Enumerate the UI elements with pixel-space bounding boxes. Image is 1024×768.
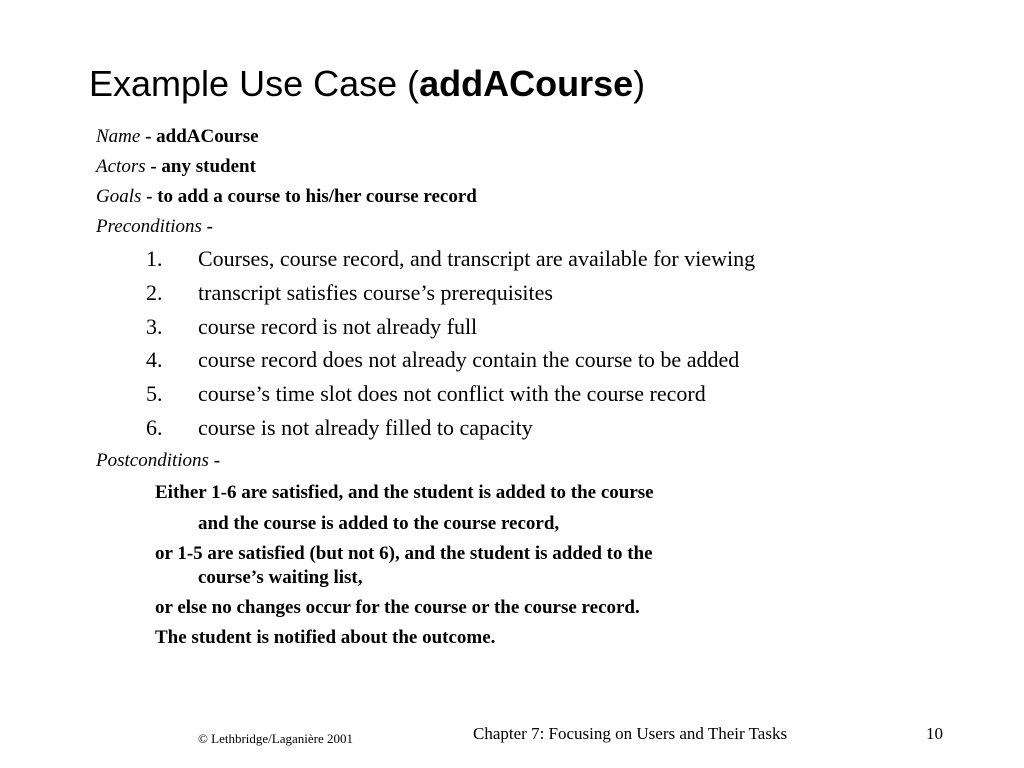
precondition-number: 4. <box>146 347 163 372</box>
postcondition-line: and the course is added to the course record, <box>198 513 560 534</box>
precondition-item <box>146 347 739 373</box>
precondition-number: 6. <box>146 415 163 440</box>
postcondition-line: Either 1-6 are satisfied, and the student is added to the course <box>155 482 654 503</box>
precondition-item <box>146 246 755 272</box>
postcondition-line: course’s waiting list, <box>198 567 363 588</box>
goals-label: Goals <box>96 186 142 207</box>
precondition-item <box>146 415 533 441</box>
goals-field <box>96 186 477 208</box>
page-number: 10 <box>926 724 943 743</box>
actors-label: Actors <box>96 156 146 177</box>
precondition-text: course record is not already full <box>198 314 478 339</box>
precondition-item <box>146 280 553 306</box>
postcondition-line: or else no changes occur for the course or the course record. <box>155 597 640 618</box>
footer-chapter: Chapter 7: Focusing on Users and Their Tasks <box>473 724 788 743</box>
name-label: Name <box>96 126 141 147</box>
precondition-number: 2. <box>146 280 163 305</box>
precondition-number: 3. <box>146 314 163 339</box>
preconditions-label: Preconditions <box>96 216 202 237</box>
postconditions-dash: - <box>208 450 221 471</box>
title-prefix: Example Use Case ( <box>89 63 420 104</box>
precondition-number: 5. <box>146 381 163 406</box>
precondition-text: course’s time slot does not conflict with the course record <box>198 381 706 406</box>
postcondition-line: or 1-5 are satisfied (but not 6), and the student is added to the <box>155 543 653 564</box>
precondition-item <box>146 381 706 407</box>
precondition-text: Courses, course record, and transcript are available for viewing <box>198 246 756 271</box>
title-bold: addACourse <box>419 63 634 104</box>
precondition-number: 1. <box>146 246 163 271</box>
precondition-item <box>146 314 477 340</box>
postconditions-heading <box>96 450 220 472</box>
precondition-text: course record does not already contain the course to be added <box>198 347 740 372</box>
name-field <box>96 126 259 148</box>
actors-field <box>96 156 256 178</box>
preconditions-dash: - <box>201 216 213 237</box>
footer-copyright: © Lethbridge/Laganière 2001 <box>198 731 353 746</box>
postcondition-line: The student is notified about the outcome. <box>155 627 496 648</box>
preconditions-heading <box>96 216 213 238</box>
name-value: - addACourse <box>140 126 259 147</box>
postconditions-label: Postconditions <box>96 450 209 471</box>
goals-value: - to add a course to his/her course record <box>141 186 477 207</box>
title-suffix: ) <box>633 63 646 104</box>
precondition-text: transcript satisfies course’s prerequisites <box>198 280 553 305</box>
precondition-text: course is not already filled to capacity <box>198 415 533 440</box>
slide-title <box>89 60 645 108</box>
actors-value: - any student <box>145 156 256 177</box>
